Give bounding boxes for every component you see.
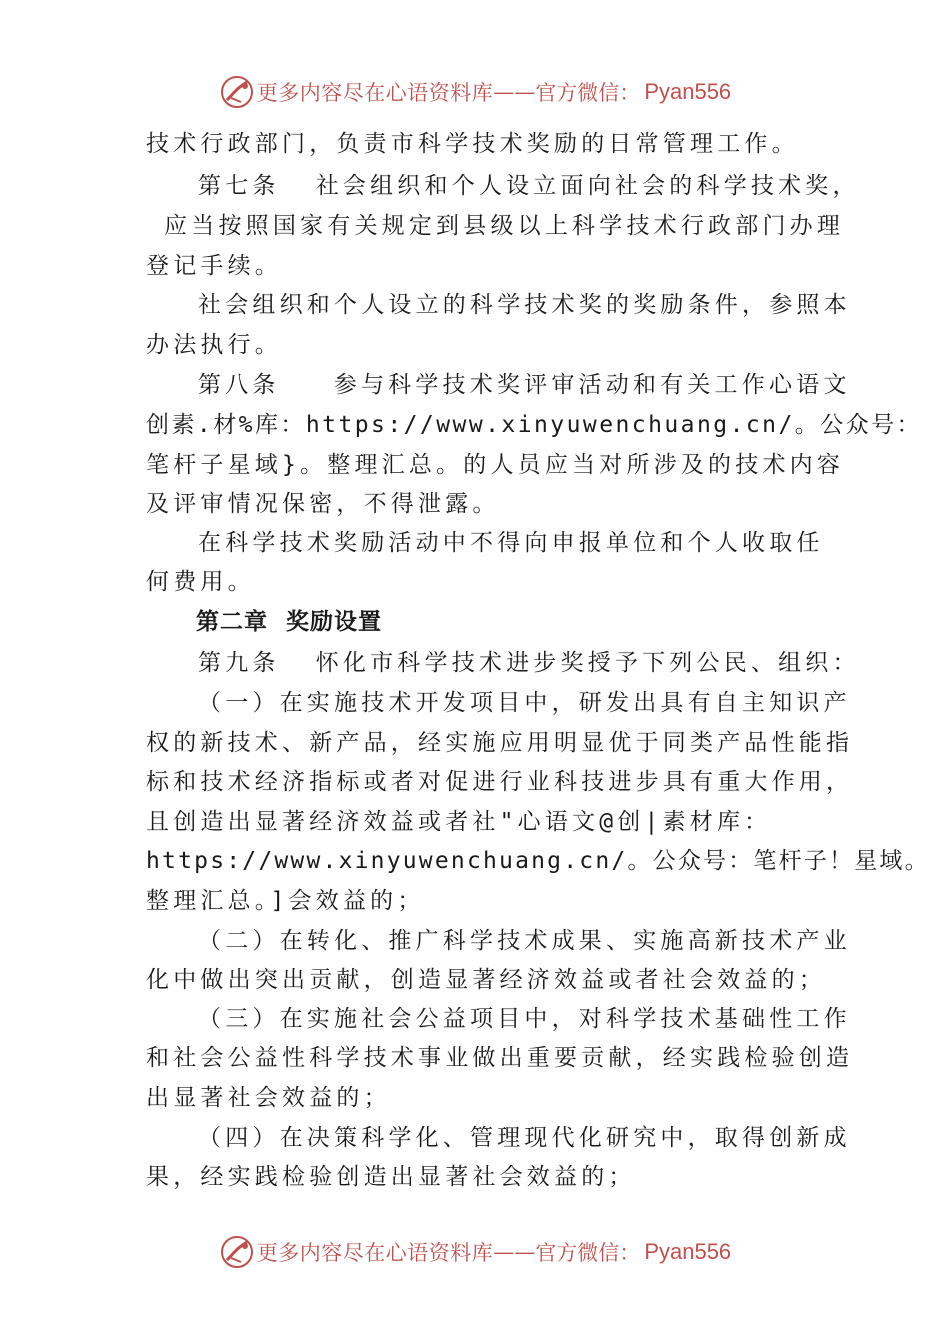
text-line: 技术行政部门，负责市科学技术奖励的日常管理工作。	[146, 131, 799, 157]
text-line: （二）在转化、推广科学技术成果、实施高新技术产业	[198, 928, 851, 954]
header-watermark-banner	[0, 72, 950, 112]
text-line: https://www.xinyuwenchuang.cn/。公众号：笔杆子！星域。	[146, 848, 930, 874]
text-line: 登记手续。	[146, 253, 282, 279]
banner-wechat-label: 官方微信：	[535, 81, 641, 105]
text-line: 何费用。	[146, 569, 255, 595]
text-line: 在科学技术奖励活动中不得向申报单位和个人收取任	[198, 530, 824, 556]
text-line: 标和技术经济指标或者对促进行业科技进步具有重大作用，	[146, 769, 854, 795]
text-line: 及评审情况保密，不得泄露。	[146, 491, 500, 517]
text-line: 第八条 参与科学技术奖评审活动和有关工作心语文	[198, 372, 851, 398]
text-line: 出显著社会效益的；	[146, 1085, 391, 1111]
text-line: 笔杆子星域}。整理汇总。的人员应当对所涉及的技术内容	[146, 452, 845, 478]
chapter-heading: 第二章 奖励设置	[196, 609, 383, 635]
text-line: 且创造出显著经济效益或者社"心语文@创|素材库：	[146, 809, 772, 835]
text-line: 第九条 怀化市科学技术进步奖授予下列公民、组织：	[198, 650, 860, 676]
text-line: 和社会公益性科学技术事业做出重要贡献，经实践检验创造	[146, 1045, 854, 1071]
text-line: 社会组织和个人设立的科学技术奖的奖励条件，参照本	[198, 292, 851, 318]
text-line: 整理汇总。]会效益的；	[146, 888, 425, 914]
banner-wechat-id: Pyan556	[644, 79, 732, 104]
text-line: 权的新技术、新产品，经实施应用明显优于同类产品性能指	[146, 730, 854, 756]
text-line: （一）在实施技术开发项目中，研发出具有自主知识产	[198, 690, 851, 716]
banner-wechat-id: Pyan556	[644, 1239, 732, 1264]
banner-text: 更多内容尽在心语资料库	[256, 81, 494, 105]
banner-separator: ——	[493, 80, 536, 104]
text-line: 创素.材%库：https://www.xinyuwenchuang.cn/。公众号：	[146, 412, 923, 438]
banner-text: 更多内容尽在心语资料库	[256, 1241, 494, 1265]
footer-watermark-banner	[0, 1232, 950, 1272]
text-line: 应当按照国家有关规定到县级以上科学技术行政部门办理	[146, 213, 845, 239]
text-line: 果，经实践检验创造出显著社会效益的；	[146, 1164, 636, 1190]
logo-icon	[219, 74, 255, 110]
logo-icon	[219, 1234, 255, 1270]
banner-separator: ——	[493, 1240, 536, 1264]
text-line: （四）在决策科学化、管理现代化研究中，取得创新成	[198, 1125, 851, 1151]
banner-wechat-label: 官方微信：	[535, 1241, 641, 1265]
text-line: 第七条 社会组织和个人设立面向社会的科学技术奖，	[198, 173, 860, 199]
text-line: 办法执行。	[146, 332, 282, 358]
text-line: （三）在实施社会公益项目中，对科学技术基础性工作	[198, 1006, 851, 1032]
text-line: 化中做出突出贡献，创造显著经济效益或者社会效益的；	[146, 967, 826, 993]
